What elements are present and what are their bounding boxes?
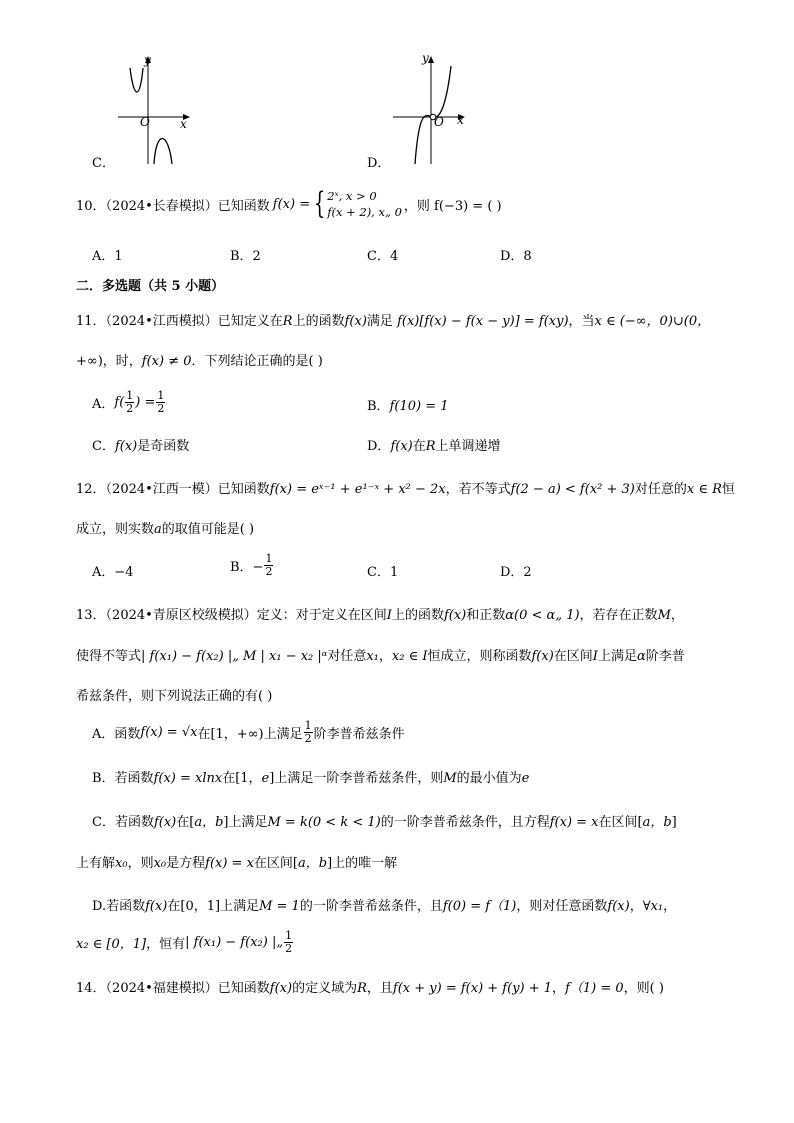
q11-option-c: C．f(x)是奇函数	[92, 439, 190, 454]
graph-d-x-label: x	[457, 113, 464, 127]
q10-option-c: C．4	[367, 249, 399, 264]
q11-option-a	[92, 390, 166, 415]
q11-text-d: ，当	[568, 314, 595, 329]
question-13-line1: 13．（2024•青原区校级模拟）定义：对于定义在区间I上的函数f(x)和正数α(0 < α„ 1)，若存在正数M，	[76, 608, 684, 623]
q10-suffix: ，则 f(−3) = ( )	[403, 198, 502, 214]
graph-c-y-label: y	[144, 53, 151, 67]
q11-text-c: 满足	[366, 314, 393, 329]
q11-text-a: 11．（2024•江西模拟）已知定义在	[76, 314, 283, 329]
q11-condition: x ∈ (−∞，0)∪(0，	[594, 314, 711, 329]
question-12-line2: 成立，则实数a的取值可能是( )	[76, 522, 255, 537]
q10-brace: {	[313, 186, 326, 221]
q11-text-b: 上的函数	[292, 314, 345, 329]
q13-option-d-line1: D.若函数f(x)在[0，1]上满足M = 1的一阶李普希兹条件，且f(0) = f（1)，则对任意函数f(x)，∀x₁，	[92, 899, 677, 914]
q10-option-d: D．8	[500, 249, 532, 264]
q12-func: f(x) = eˣ⁻¹ + e¹⁻ˣ + x² − 2x	[269, 482, 446, 497]
question-11-line1	[76, 310, 710, 329]
question-11-line2	[76, 350, 323, 369]
q11-R: R	[282, 314, 293, 329]
question-13-line2: 使得不等式| f(x₁) − f(x₂) |„ M | x₁ − x₂ |ᵅ对任意x₁，x₂ ∈ I恒成立，则称函数f(x)在区间I上满足α阶李普	[76, 649, 685, 664]
question-12-line1: 12．（2024•江西一模）已知函数f(x) = eˣ⁻¹ + e¹⁻ˣ + x² − 2x，若不等式f(2 − a) < f(x² + 3)对任意的x ∈ R恒	[76, 482, 735, 497]
question-13-line3: 希兹条件，则下列说法正确的有( )	[76, 689, 273, 704]
q11-a-mid: ) =	[135, 395, 156, 410]
q10-func: f(x) =	[272, 196, 311, 212]
q11-a-f: f(	[114, 395, 125, 410]
q12-option-d: D．2	[500, 565, 532, 580]
question-14-line1: 14．（2024•福建模拟）已知函数f(x)的定义域为R，且f(x + y) = f(x) + f(y) + 1，f（1) = 0，则( )	[76, 981, 664, 996]
question-10	[76, 186, 502, 222]
q13-option-c-line2: 上有解x₀，则x₀是方程f(x) = x在区间[a，b]上的唯一解	[76, 856, 398, 871]
q11-a-frac2: $\frac{1}{2}$	[157, 389, 165, 415]
q10-cases	[327, 188, 402, 220]
option-d-label: D．	[367, 156, 391, 171]
q12-option-c: C．1	[367, 565, 399, 580]
q11-fx: f(x)	[344, 314, 367, 329]
q11-neq: f(x) ≠ 0	[141, 354, 192, 369]
graph-c-origin: O	[140, 115, 150, 129]
q13-option-b: B．若函数f(x) = xlnx在[1，e]上满足一阶李普希兹条件，则M的最小值为e	[92, 771, 530, 786]
option-c-label: C．	[92, 156, 115, 171]
q11-text-e: +∞)，时，	[76, 354, 142, 369]
q13-option-a: A．函数 f(x) = √x 在[1，+∞)上满足 $\frac{1}{2}$ 阶李普希兹条件	[92, 719, 405, 745]
q10-case2: f(x + 2), x„ 0	[327, 205, 402, 219]
graph-d-y-label: y	[422, 51, 429, 65]
q13-option-d-line2: x₂ ∈ [0，1] ，恒有 | f(x₁) − f(x₂) |„ $\frac{1}{2}$	[76, 929, 293, 955]
q10-option-a: A．1	[92, 249, 123, 264]
q10-option-b: B．2	[230, 249, 261, 264]
graph-c	[110, 50, 200, 168]
graph-d	[385, 50, 475, 168]
q12-option-a: A．−4	[92, 565, 134, 580]
section-title: 二．多选题（共 5 小题）	[76, 279, 225, 294]
graph-c-x-label: x	[180, 117, 187, 131]
q10-prefix: 10．（2024•长春模拟）已知函数	[76, 198, 270, 214]
q11-equation: f(x)[f(x) − f(x − y)] = f(xy)	[397, 314, 569, 329]
q11-text-f: ．下列结论正确的是( )	[191, 354, 323, 369]
graph-d-origin: O	[434, 115, 444, 129]
q12-ineq: f(2 − a) < f(x² + 3)	[510, 482, 635, 497]
q11-option-d: D．f(x)在R上单调递增	[367, 439, 501, 454]
q11-option-b: B．f(10) = 1	[367, 399, 449, 414]
q13-option-c-line1: C．若函数f(x)在[a，b]上满足M = k(0 < k < 1)的一阶李普希兹条件，且方程f(x) = x在区间[a，b]	[92, 815, 677, 830]
q11-a-frac1: $\frac{1}{2}$	[126, 389, 134, 415]
q12-option-b: B．− $\frac{1}{2}$	[230, 552, 273, 578]
q11-a-label: A．	[92, 397, 115, 412]
q10-case1: 2ˣ, x > 0	[327, 189, 377, 203]
